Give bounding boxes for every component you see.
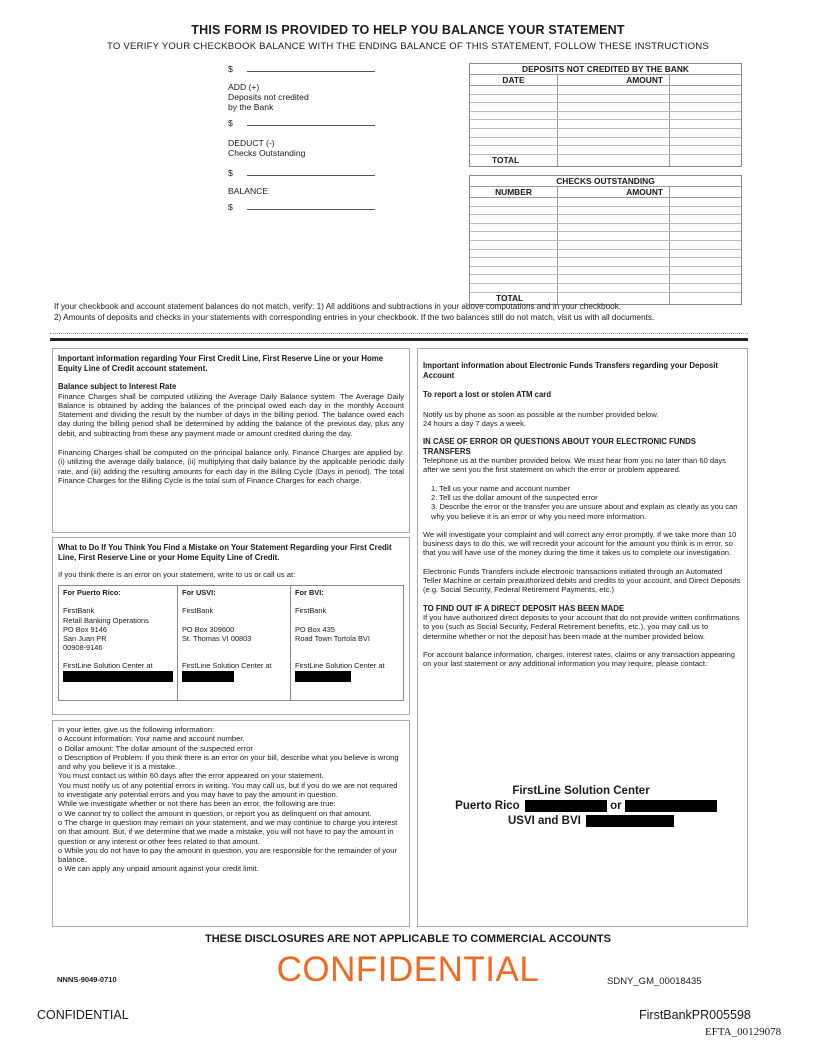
deposits-col-date: DATE (470, 75, 558, 85)
letter-line: o We cannot try to collect the amount in question, or report you as delinquent on that amount. (58, 808, 372, 818)
deposits-table-title: DEPOSITS NOT CREDITED BY THE BANK (470, 64, 741, 75)
table-row[interactable] (470, 232, 741, 241)
credit-panel-para-2: Financing Charges shall be computed on the principal balance only. Finance Charges are applied by: (i) utilizing the average daily balance, (ii) multiplying that daily balance by the applicable periodic daily rate, and (iii) adding the resulting amounts for each day in the Billing Cycle (Days in period). The total Finance Charges for the Billing Cycle is the total sum of Finance Charges for each charge. (58, 447, 404, 485)
letter-panel (52, 720, 410, 927)
usvi-line: PO Box 309600 (182, 624, 235, 634)
page-subtitle: TO VERIFY YOUR CHECKBOOK BALANCE WITH THE ENDING BALANCE OF THIS STATEMENT, FOLLOW THESE INSTRUCTIONS (107, 41, 709, 52)
usvi-line: FirstLine Solution Center at (182, 661, 272, 671)
divider-thick (50, 338, 748, 341)
commercial-disclaimer: THESE DISCLOSURES ARE NOT APPLICABLE TO COMMERCIAL ACCOUNTS (204, 933, 611, 945)
address-usvi (178, 586, 291, 700)
firstline-contact (421, 784, 741, 829)
letter-line: You must contact us within 60 days after the error appeared on your statement. (58, 771, 324, 781)
statement-balance-line (247, 66, 375, 72)
table-row[interactable] (470, 95, 741, 104)
table-row[interactable] (470, 120, 741, 129)
dollar-sign: $ (228, 118, 233, 128)
eft-heading: Important information about Electronic Funds Transfers regarding your Deposit Account (423, 361, 719, 380)
table-row[interactable] (470, 215, 741, 224)
verify-line-1: If your checkbook and account statement balances do not match, verify: 1) All additions and subtractions in your above computations and in your checkbook. (54, 302, 622, 311)
firstline-pr-label: Puerto Rico (455, 800, 520, 812)
eft-lost-card: To report a lost or stolen ATM card (423, 390, 552, 399)
letter-line: o Account information: Your name and account number. (58, 734, 245, 744)
credit-panel-subheading: Balance subject to Interest Rate (58, 382, 177, 391)
mistake-panel-heading: What to Do If You Think You Find a Mistake on Your Statement Regarding your First Credit Line, First Reserve Line or your Home Equity Line of Credit. (58, 543, 392, 562)
letter-line: In your letter, give us the following information: (58, 725, 215, 734)
dollar-sign: $ (228, 202, 233, 212)
table-row[interactable] (470, 258, 741, 267)
address-table (58, 585, 404, 701)
pr-title: For Puerto Rico: (63, 588, 121, 598)
letter-line: o Dollar amount: The dollar amount of the suspected error (58, 743, 253, 753)
eft-step-3: 3. Describe the error or the transfer you are unsure about and explain as clearly as you can why you believe it is an error or why you need more information. (431, 502, 738, 521)
checks-table (469, 175, 742, 305)
balance-label: BALANCE (228, 186, 269, 196)
table-row[interactable] (470, 284, 741, 293)
address-puerto-rico (59, 586, 178, 700)
credit-line-panel (52, 348, 410, 533)
page-title: THIS FORM IS PROVIDED TO HELP YOU BALANCE YOUR STATEMENT (191, 23, 625, 37)
checks-table-title: CHECKS OUTSTANDING (470, 176, 741, 187)
address-bvi (291, 586, 403, 700)
pr-line: Retail Banking Operations (63, 615, 149, 625)
table-row[interactable] (470, 129, 741, 138)
firstline-pr-line (421, 799, 741, 814)
table-row[interactable] (470, 138, 741, 147)
deduct-total-line (247, 170, 375, 176)
mistake-panel-intro: If you think there is an error on your statement, write to us or call us at: (58, 570, 296, 579)
eft-step-2: 2. Tell us the dollar amount of the suspected error (431, 492, 598, 502)
add-total-line (247, 120, 375, 126)
confidential-stamp: CONFIDENTIAL (276, 950, 540, 989)
firstline-usvi-line (421, 814, 741, 829)
deduct-label: DEDUCT (-) (228, 138, 275, 148)
firstline-usvi-label: USVI and BVI (507, 815, 581, 827)
redaction-bar (525, 800, 607, 812)
letter-line: You must notify us of any potential errors in writing. You may call us, but if you do we are not required to investigate any potential errors and you may have to pay the amount in question. (58, 780, 398, 800)
redaction-bar (295, 671, 351, 682)
eft-direct-text: If you have authorized direct deposits to your account that do not provide written confirmations to you (such as Social Security, Federal Retirement benefits, etc.), you may call us to determine whether or not the deposit has been made at the number provided below. (423, 613, 740, 641)
letter-line: o The charge in question may remain on your statement, and we may continue to charge you interest on that amount. But, if we determine that we made a mistake, you will not have to pay the amount in question or any interest or other fees related to that amount. (58, 817, 398, 846)
credit-panel-heading: Important information regarding Your First Credit Line, First Reserve Line or your Home Equity Line of Credit account statement. (58, 354, 384, 373)
add-desc-1: Deposits not credited (228, 92, 309, 102)
redaction-bar (625, 800, 717, 812)
efta-number: EFTA_00129078 (705, 1026, 782, 1038)
checks-col-amount: AMOUNT (558, 187, 670, 197)
pr-line: PO Box 9146 (63, 624, 107, 634)
pr-line: San Juan PR (63, 633, 107, 643)
eft-hours: 24 hours a day 7 days a week. (423, 418, 527, 428)
eft-direct-heading: TO FIND OUT IF A DIRECT DEPOSIT HAS BEEN MADE (423, 603, 625, 613)
checks-col-number: NUMBER (470, 187, 558, 197)
bvi-line: FirstLine Solution Center at (295, 661, 385, 671)
deposits-total-value[interactable] (558, 155, 670, 166)
divider-dotted (50, 333, 748, 334)
table-row[interactable] (470, 241, 741, 250)
add-label: ADD (+) (228, 82, 260, 92)
table-row[interactable] (470, 112, 741, 121)
table-row[interactable] (470, 86, 741, 95)
eft-step-1: 1. Tell us your name and account number (431, 483, 571, 493)
firstline-title: FirstLine Solution Center (512, 785, 650, 797)
firstline-or: or (610, 800, 622, 812)
table-row[interactable] (470, 267, 741, 276)
mistake-panel (52, 537, 410, 715)
eft-definition: Electronic Funds Transfers include electronic transactions initiated through an Automated Teller Machine or certain preauthorized debits and credits to your account, and Direct Deposits (e.g. Social Security, Federal Retirement Payments, etc.) (423, 566, 741, 595)
confidential-label: CONFIDENTIAL (37, 1008, 129, 1022)
redaction-bar (182, 671, 234, 682)
table-row[interactable] (470, 207, 741, 216)
verify-instructions (54, 301, 754, 323)
letter-line: While we investigate whether or not there has been an error, the following are true: (58, 799, 336, 809)
bates-number: FirstBankPR005598 (639, 1008, 751, 1022)
table-row[interactable] (470, 250, 741, 259)
eft-panel (417, 348, 748, 927)
deposits-col-amount: AMOUNT (558, 75, 670, 85)
balance-calculation (228, 64, 398, 214)
eft-error-text: Telephone us at the number provided below. We must hear from you no later than 60 days after we sent you the first statement on which the error or problem appeared. (423, 456, 726, 475)
sdny-code: SDNY_GM_00018435 (607, 976, 702, 987)
pr-line: FirstBank (63, 606, 95, 616)
letter-line: o Description of Problem: If you think there is an error on your bill, describe what you believe is wrong and why you believe it is a mistake. (58, 752, 399, 772)
deposits-table (469, 63, 742, 167)
table-row[interactable] (470, 146, 741, 155)
form-code: NNNS-9049-0710 (57, 975, 117, 984)
dollar-sign: $ (228, 168, 233, 178)
verify-line-2: 2) Amounts of deposits and checks in your statements with corresponding entries in your checkbook. If the two balances still do not match, visit us with all documents. (54, 313, 655, 322)
bvi-line: PO Box 435 (295, 624, 335, 634)
table-row[interactable] (470, 224, 741, 233)
table-row[interactable] (470, 275, 741, 284)
add-desc-2: by the Bank (228, 102, 274, 112)
letter-line: o While you do not have to pay the amount in question, you are responsible for the remainder of your balance. (58, 845, 397, 865)
eft-investigate: We will investigate your complaint and will correct any error promptly. If we take more than 10 business days to do this, we will recredit your account for the amount you think is in error, so that you will have use of the money during the time it takes us to complete our investigation. (423, 529, 737, 558)
bvi-title: For BVI: (295, 588, 324, 598)
pr-line: 00908-9146 (63, 642, 103, 652)
redaction-bar (586, 815, 674, 827)
table-row[interactable] (470, 103, 741, 112)
usvi-line: St. Thomas VI 00803 (182, 633, 252, 643)
deposits-total-label: TOTAL (470, 155, 558, 166)
dollar-sign: $ (228, 64, 233, 74)
balance-line (247, 204, 375, 210)
letter-line: o We can apply any unpaid amount against your credit limit. (58, 864, 259, 874)
bvi-line: Road Town Tortola BVI (295, 633, 370, 643)
usvi-title: For USVI: (182, 588, 216, 598)
usvi-line: FirstBank (182, 606, 214, 616)
deduct-desc: Checks Outstanding (228, 148, 306, 158)
table-row[interactable] (470, 198, 741, 207)
bvi-line: FirstBank (295, 606, 327, 616)
pr-line: FirstLine Solution Center at (63, 661, 153, 671)
eft-error-heading: IN CASE OF ERROR OR QUESTIONS ABOUT YOUR ELECTRONIC FUNDS TRANSFERS (423, 437, 696, 456)
checks-total-label: TOTAL (470, 293, 558, 304)
redaction-bar (63, 671, 173, 682)
eft-notify: Notify us by phone as soon as possible at the number provided below. (423, 409, 659, 419)
credit-panel-para-1: Finance Charges shall be computed utilizing the Average Daily Balance system. The Average Daily Balance is obtained by adding the balances of the principal owed each day in the monthly Account Statement and dividing the result by the number of days in the billing period. The balance owed each day during the billing period shall be determined by adding the balance of the previous day, plus any debit, and subtracting from these any payment made or amount credited during the day. (58, 391, 404, 438)
eft-balance-info: For account balance information, charges, interest rates, claims or any transaction appearing on your last statement or any additional information you may require, please contact: (423, 650, 735, 669)
